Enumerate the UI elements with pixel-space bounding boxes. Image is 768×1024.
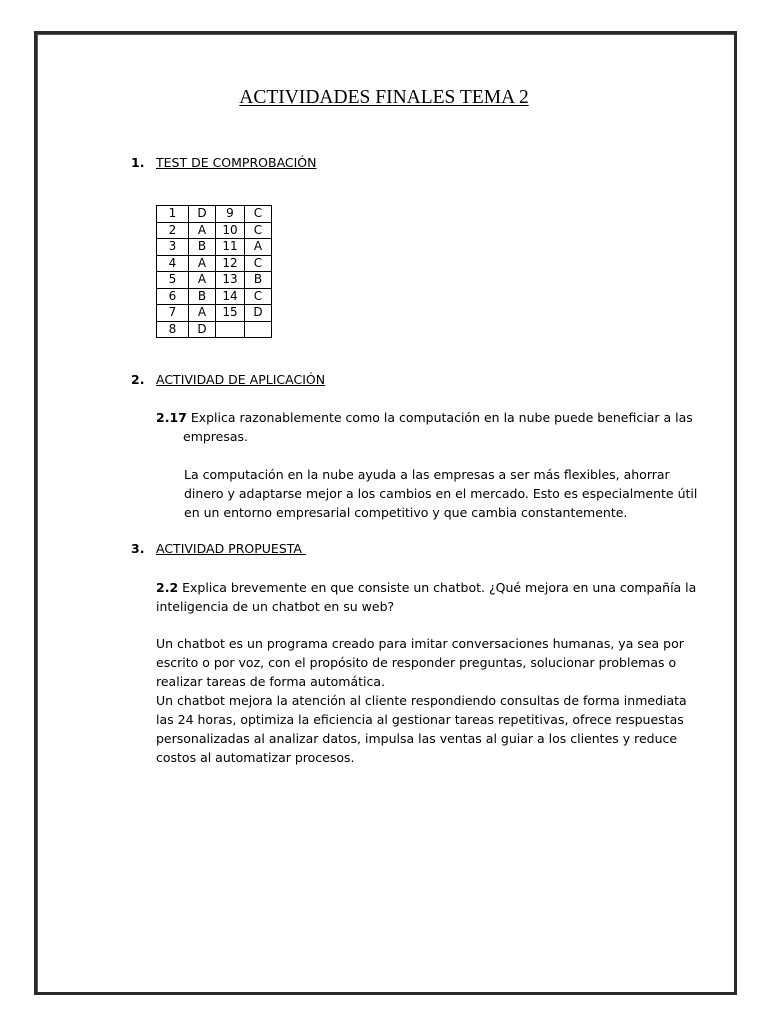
section-2-answer-line: dinero y adaptarse mejor a los cambios en el mercado. Esto es especialmente útil: [184, 486, 698, 501]
section-2-answer-line: La computación en la nube ayuda a las empresas a ser más flexibles, ahorrar: [184, 467, 670, 482]
answer-table-cell: 2: [157, 222, 189, 239]
answer-table-cell: D: [189, 206, 216, 223]
answer-table-body: [157, 206, 272, 338]
answer-table-cell: 7: [157, 305, 189, 322]
section-3-title: ACTIVIDAD PROPUESTA: [156, 541, 306, 556]
section-3-answer-line: Un chatbot mejora la atención al cliente respondiendo consultas de forma inmediata: [156, 693, 687, 708]
answer-table-cell: 8: [157, 321, 189, 338]
answer-table-cell: B: [189, 239, 216, 256]
answer-table-cell: 11: [216, 239, 245, 256]
section-3-answer-line: escrito o por voz, con el propósito de responder preguntas, solucionar problemas o: [156, 655, 677, 670]
answer-table-cell: C: [245, 206, 272, 223]
section-3-question: [156, 578, 696, 616]
answer-table-cell: 13: [216, 272, 245, 289]
answer-table-cell: B: [245, 272, 272, 289]
section-3-answer-line: Un chatbot es un programa creado para imitar conversaciones humanas, ya sea por: [156, 636, 684, 651]
section-2-title: ACTIVIDAD DE APLICACIÓN: [156, 372, 326, 387]
answer-table-row: [157, 272, 272, 289]
answer-table-cell: C: [245, 288, 272, 305]
section-2-answer: [184, 465, 697, 522]
section-3-heading: [131, 541, 306, 556]
answer-table-cell: A: [189, 222, 216, 239]
section-3-answer-line: realizar tareas de forma automática.: [156, 674, 385, 689]
section-2-question-line-2: empresas.: [183, 429, 249, 444]
section-2-question: [156, 408, 693, 446]
section-2-answer-line: en un entorno empresarial competitivo y que cambia constantemente.: [184, 505, 628, 520]
answer-table-row: [157, 288, 272, 305]
answer-table-cell: 14: [216, 288, 245, 305]
answer-table: [156, 205, 272, 338]
section-2-heading: [131, 372, 325, 387]
answer-table-cell: C: [245, 222, 272, 239]
answer-table-cell: 1: [157, 206, 189, 223]
section-3-question-line-2: inteligencia de un chatbot en su web?: [156, 599, 395, 614]
answer-table-cell: D: [189, 321, 216, 338]
section-3-answer-line: las 24 horas, optimiza la eficiencia al gestionar tareas repetitivas, ofrece respuestas: [156, 712, 684, 727]
answer-table-cell: 6: [157, 288, 189, 305]
section-3-question-line-1: Explica brevemente en que consiste un chatbot. ¿Qué mejora en una compañía la: [182, 580, 697, 595]
answer-table-cell: 10: [216, 222, 245, 239]
document-title: ACTIVIDADES FINALES TEMA 2: [239, 87, 529, 108]
answer-table-cell: [216, 321, 245, 338]
section-2-question-line-1: Explica razonablemente como la computación en la nube puede beneficiar a las: [190, 410, 693, 425]
answer-table-row: [157, 255, 272, 272]
answer-table-cell: 9: [216, 206, 245, 223]
answer-table-row: [157, 321, 272, 338]
section-2-question-number: 2.17: [156, 410, 187, 425]
answer-table-cell: 3: [157, 239, 189, 256]
answer-table-cell: [245, 321, 272, 338]
answer-table-cell: 12: [216, 255, 245, 272]
answer-table-cell: D: [245, 305, 272, 322]
answer-table-cell: B: [189, 288, 216, 305]
section-3-answer-line: costos al automatizar procesos.: [156, 750, 355, 765]
section-3-question-number: 2.2: [156, 580, 179, 595]
section-2-number: 2.: [131, 372, 145, 387]
answer-table-cell: A: [189, 255, 216, 272]
answer-table-cell: 5: [157, 272, 189, 289]
answer-table-cell: A: [189, 272, 216, 289]
section-1-heading: [131, 155, 317, 170]
section-1-number: 1.: [131, 155, 145, 170]
answer-table-row: [157, 206, 272, 223]
answer-table-row: [157, 222, 272, 239]
answer-table-cell: 4: [157, 255, 189, 272]
section-3-answer-line: personalizadas al analizar datos, impulsa las ventas al guiar a los clientes y reduce: [156, 731, 678, 746]
section-3-number: 3.: [131, 541, 145, 556]
answer-table-cell: C: [245, 255, 272, 272]
answer-table-row: [157, 239, 272, 256]
answer-table-cell: A: [245, 239, 272, 256]
section-3-answer: [156, 634, 687, 767]
answer-table-row: [157, 305, 272, 322]
section-1-title: TEST DE COMPROBACIÓN: [156, 155, 317, 170]
answer-table-cell: A: [189, 305, 216, 322]
answer-table-cell: 15: [216, 305, 245, 322]
